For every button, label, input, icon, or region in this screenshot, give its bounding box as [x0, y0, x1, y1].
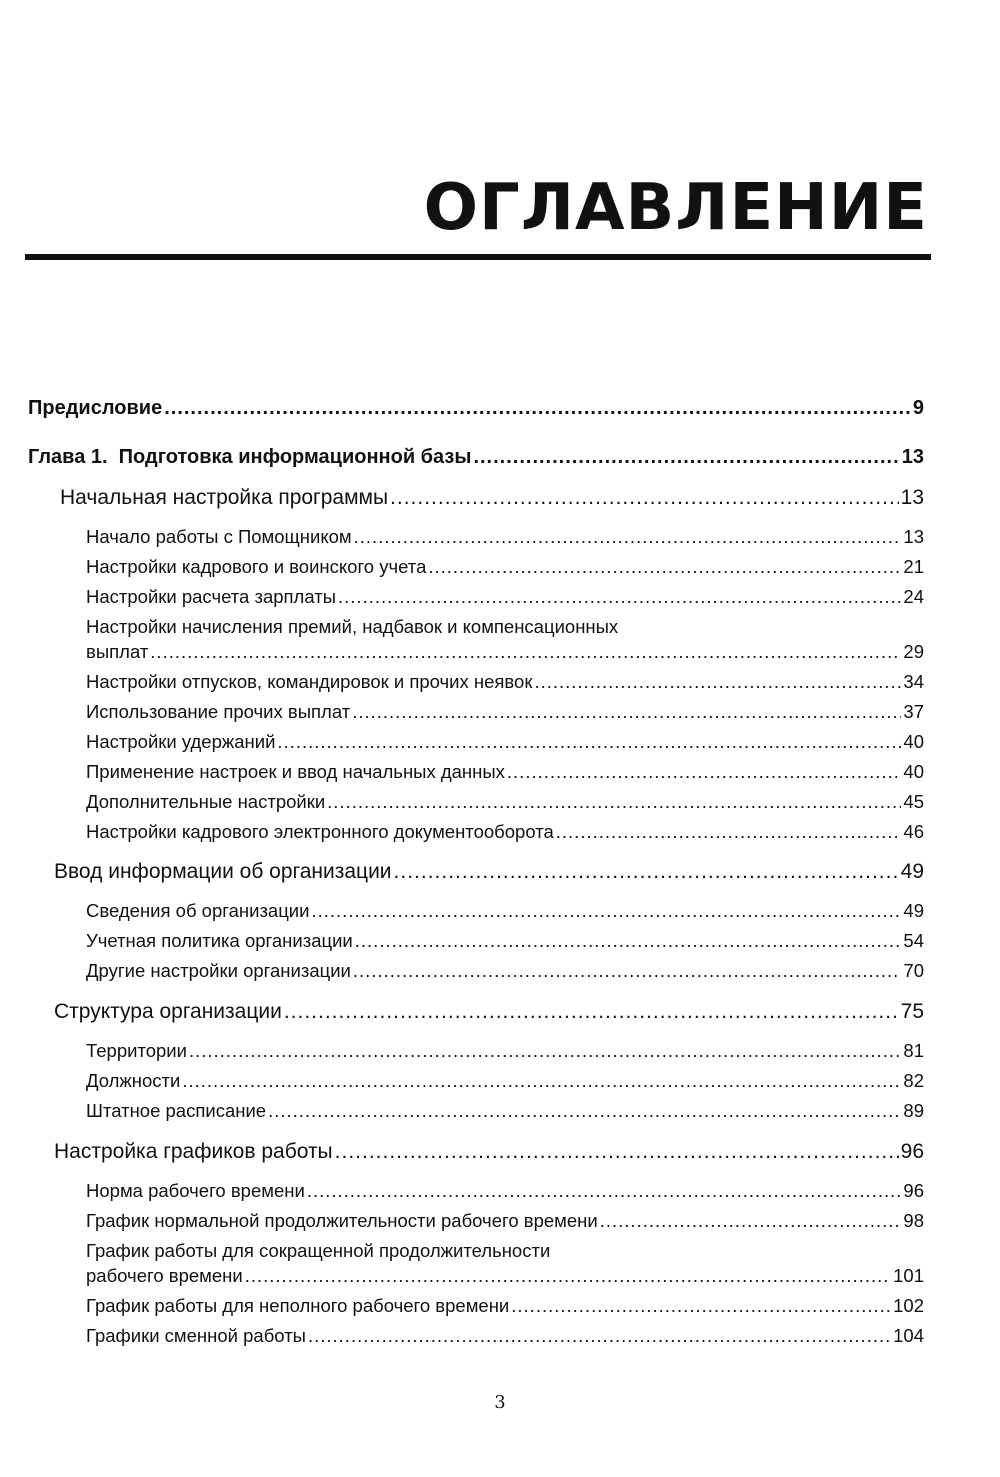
toc-entry-page: 40 — [903, 761, 924, 782]
toc-entry-title: Настройки удержаний — [86, 731, 276, 752]
toc-leader-dots — [473, 446, 899, 469]
toc-leader-dots — [353, 960, 902, 982]
toc-entry-org-info[interactable] — [54, 860, 924, 884]
toc-leader-dots — [428, 556, 901, 578]
toc-entry-title: Настройки кадрового и воинского учета — [86, 556, 427, 577]
toc-leader-dots — [308, 1325, 891, 1347]
toc-leader-dots — [311, 900, 901, 922]
toc-entry-page: 13 — [900, 486, 924, 509]
toc-entry-org-structure[interactable] — [54, 1000, 924, 1024]
toc-entry-title: Настройки расчета зарплаты — [86, 586, 337, 607]
toc-entry-title: Начало работы с Помощником — [86, 526, 352, 547]
toc-leader-dots — [284, 1000, 899, 1024]
toc-entry-title: График нормальной продолжительности рабочего времени — [86, 1210, 598, 1231]
toc-leader-dots — [189, 1040, 901, 1062]
toc-leader-dots — [394, 860, 899, 884]
toc-entry-positions[interactable] — [86, 1070, 924, 1092]
toc-entry-title: Дополнительные настройки — [86, 791, 326, 812]
toc-entry-title: Норма рабочего времени — [86, 1180, 305, 1201]
toc-entry-title: График работы для неполного рабочего времени — [86, 1295, 510, 1316]
toc-entry-page: 40 — [903, 731, 924, 752]
toc-entry-page: 96 — [900, 1140, 924, 1163]
toc-entry-page: 13 — [901, 446, 924, 468]
toc-leader-dots — [390, 486, 899, 510]
page-number: 3 — [494, 1392, 506, 1413]
toc-entry-chapter-1[interactable] — [28, 446, 924, 469]
toc-entry-work-schedules[interactable] — [54, 1140, 924, 1164]
toc-entry-page: 13 — [903, 526, 924, 547]
toc-entry-shift-schedule[interactable] — [86, 1325, 924, 1347]
toc-leader-dots — [354, 526, 902, 548]
toc-entry-page: 102 — [893, 1295, 924, 1316]
toc-entry-reduced-schedule-line1: График работы для сокращенной продолжительности — [86, 1240, 551, 1261]
toc-entry-page: 70 — [903, 960, 924, 981]
toc-entry-territories[interactable] — [86, 1040, 924, 1062]
toc-entry-bonuses[interactable] — [86, 641, 924, 663]
toc-entry-page: 21 — [903, 556, 924, 577]
toc-leader-dots — [507, 761, 902, 783]
toc-entry-page: 104 — [893, 1325, 924, 1346]
toc-leader-dots — [511, 1295, 891, 1317]
toc-entry-title: Глава 1. Подготовка информационной базы — [28, 446, 472, 468]
toc-entry-page: 49 — [900, 860, 924, 883]
toc-leader-dots — [164, 397, 911, 420]
toc-entry-title: Учетная политика организации — [86, 930, 353, 951]
toc-entry-assistant[interactable] — [86, 526, 924, 548]
toc-entry-page: 46 — [903, 821, 924, 842]
toc-entry-salary-settings[interactable] — [86, 586, 924, 608]
toc-entry-page: 75 — [900, 1000, 924, 1023]
toc-entry-accounting-policy[interactable] — [86, 930, 924, 952]
toc-entry-other-org-settings[interactable] — [86, 960, 924, 982]
toc-entry-page: 98 — [903, 1210, 924, 1231]
toc-entry-page: 101 — [893, 1265, 924, 1286]
toc-entry-title: рабочего времени — [86, 1265, 243, 1286]
toc-entry-page: 29 — [903, 641, 924, 662]
toc-entry-deductions[interactable] — [86, 731, 924, 753]
toc-entry-other-payments[interactable] — [86, 701, 924, 723]
toc-entry-title: Штатное расписание — [86, 1100, 267, 1121]
toc-entry-preface[interactable] — [28, 397, 924, 420]
toc-leader-dots — [327, 791, 901, 813]
toc-entry-title: Применение настроек и ввод начальных данных — [86, 761, 505, 782]
toc-entry-initial-setup[interactable] — [60, 486, 924, 510]
toc-entry-title: Территории — [86, 1040, 187, 1061]
toc-leader-dots — [335, 1140, 899, 1164]
toc-entry-title: Сведения об организации — [86, 900, 310, 921]
toc-entry-working-time-norm[interactable] — [86, 1180, 924, 1202]
toc-entry-title: Настройка графиков работы — [54, 1140, 333, 1163]
toc-leader-dots — [277, 731, 901, 753]
toc-entry-page: 82 — [903, 1070, 924, 1091]
toc-leader-dots — [556, 821, 902, 843]
toc-leader-dots — [355, 930, 902, 952]
toc-entry-page: 89 — [903, 1100, 924, 1121]
toc-leader-dots — [182, 1070, 901, 1092]
toc-entry-page: 37 — [903, 701, 924, 722]
toc-leader-dots — [245, 1265, 891, 1287]
page-title: ОГЛАВЛЕНИЕ — [423, 171, 928, 245]
toc-entry-apply-settings[interactable] — [86, 761, 924, 783]
toc-entry-page: 54 — [903, 930, 924, 951]
toc-leader-dots — [268, 1100, 901, 1122]
toc-leader-dots — [600, 1210, 902, 1232]
toc-entry-page: 81 — [903, 1040, 924, 1061]
toc-entry-title: Настройки кадрового электронного документооборота — [86, 821, 554, 842]
toc-entry-vacations[interactable] — [86, 671, 924, 693]
toc-leader-dots — [307, 1180, 902, 1202]
toc-entry-page: 34 — [903, 671, 924, 692]
toc-entry-title: Должности — [86, 1070, 181, 1091]
toc-entry-reduced-schedule[interactable] — [86, 1265, 924, 1287]
toc-entry-bonuses-line1: Настройки начисления премий, надбавок и компенсационных — [86, 616, 619, 637]
toc-entry-staffing-table[interactable] — [86, 1100, 924, 1122]
toc-entry-title: Другие настройки организации — [86, 960, 351, 981]
toc-entry-page: 45 — [903, 791, 924, 812]
toc-entry-title: Графики сменной работы — [86, 1325, 306, 1346]
toc-entry-parttime-schedule[interactable] — [86, 1295, 924, 1317]
toc-entry-title: выплат — [86, 641, 149, 662]
toc-leader-dots — [150, 641, 901, 663]
toc-leader-dots — [352, 701, 901, 723]
toc-entry-title: Настройки отпусков, командировок и прочих неявок — [86, 671, 533, 692]
toc-entry-title: Ввод информации об организации — [54, 860, 392, 883]
toc-entry-page: 96 — [903, 1180, 924, 1201]
toc-leader-dots — [338, 586, 901, 608]
toc-entry-page: 49 — [903, 900, 924, 921]
toc-entry-additional-settings[interactable] — [86, 791, 924, 813]
toc-entry-org-details[interactable] — [86, 900, 924, 922]
toc-entry-title: Структура организации — [54, 1000, 282, 1023]
toc-entry-edo-settings[interactable] — [86, 821, 924, 843]
toc-entry-title: Использование прочих выплат — [86, 701, 351, 722]
toc-entry-personnel-settings[interactable] — [86, 556, 924, 578]
toc-entry-normal-schedule[interactable] — [86, 1210, 924, 1232]
toc-entry-title: Начальная настройка программы — [60, 486, 389, 509]
toc-entry-title: Предисловие — [28, 397, 163, 419]
toc-entry-page: 24 — [903, 586, 924, 607]
toc-leader-dots — [534, 671, 901, 693]
toc-entry-page: 9 — [912, 397, 924, 419]
